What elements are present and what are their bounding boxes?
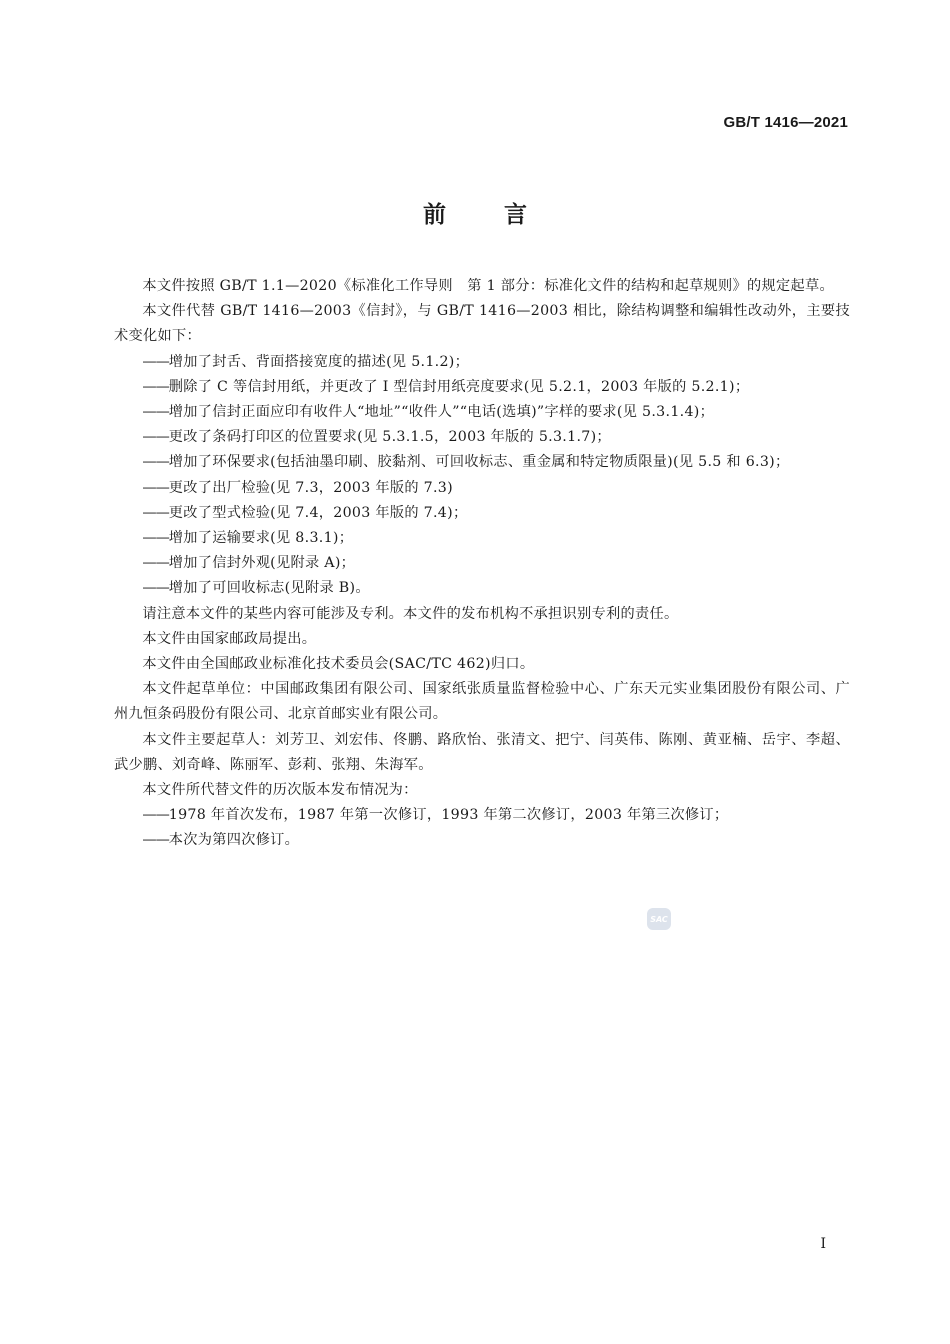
paragraph-drafting-rule: 本文件按照 GB/T 1.1—2020《标准化工作导则 第 1 部分：标准化文件的结构和起草规则》的规定起草。 bbox=[142, 278, 834, 294]
dash-mark: —— bbox=[142, 454, 169, 471]
change-item bbox=[114, 576, 850, 601]
change-item-text: 增加了信封外观(见附录 A)； bbox=[168, 555, 356, 572]
change-item-text: 更改了出厂检验(见 7.3，2003 年版的 7.3) bbox=[168, 479, 453, 496]
page-title: 前言 bbox=[423, 202, 585, 228]
change-item-text: 增加了环保要求(包括油墨印刷、胶黏剂、可回收标志、重金属和特定物质限量)(见 5.5 和 6.3)； bbox=[168, 454, 790, 471]
change-item-text: 删除了 C 等信封用纸，并更改了 Ⅰ 型信封用纸亮度要求(见 5.2.1，2003 年版的 5.2.1)； bbox=[168, 378, 750, 395]
change-item-text: 更改了条码打印区的位置要求(见 5.3.1.5，2003 年版的 5.3.1.7)； bbox=[168, 429, 611, 446]
change-item bbox=[114, 425, 850, 450]
dash-mark: —— bbox=[142, 580, 169, 597]
change-item bbox=[114, 400, 850, 425]
dash-mark: —— bbox=[142, 530, 169, 547]
page-number: I bbox=[820, 1236, 826, 1252]
change-item-text: 增加了信封正面应印有收件人“地址”“收件人”“电话(选填)”字样的要求(见 5.3.1.4)； bbox=[168, 404, 715, 421]
paragraph-drafting-units: 本文件起草单位：中国邮政集团有限公司、国家纸张质量监督检验中心、广东天元实业集团股份有限公司、广州九恒条码股份有限公司、北京首邮实业有限公司。 bbox=[114, 681, 850, 723]
change-item bbox=[114, 551, 850, 576]
dash-mark: —— bbox=[142, 353, 169, 370]
change-item-text: 增加了封舌、背面搭接宽度的描述(见 5.1.2)； bbox=[168, 353, 470, 370]
change-item-text: 增加了运输要求(见 8.3.1)； bbox=[168, 530, 354, 547]
dash-mark: —— bbox=[142, 555, 169, 572]
change-item bbox=[114, 476, 850, 501]
standard-code: GB/T 1416—2021 bbox=[723, 114, 848, 131]
paragraph-replacement: 本文件代替 GB/T 1416—2003《信封》，与 GB/T 1416—2003 相比，除结构调整和编辑性改动外，主要技术变化如下： bbox=[114, 303, 850, 345]
history-item bbox=[114, 828, 850, 853]
paragraph-drafters: 本文件主要起草人：刘芳卫、刘宏伟、佟鹏、路欣怡、张清文、把宁、闫英伟、陈刚、黄亚楠、岳宇、李超、武少鹏、刘奇峰、陈丽军、彭莉、张翔、朱海军。 bbox=[114, 731, 850, 773]
document-body bbox=[114, 274, 850, 854]
dash-mark: —— bbox=[142, 378, 169, 395]
history-item-text: 1978 年首次发布，1987 年第一次修订，1993 年第二次修订，2003 年第三次修订； bbox=[168, 807, 729, 824]
change-item-text: 更改了型式检验(见 7.4，2003 年版的 7.4)； bbox=[168, 504, 468, 521]
dash-mark: —— bbox=[142, 807, 169, 824]
history-item-text: 本次为第四次修订。 bbox=[168, 832, 300, 849]
change-item bbox=[114, 375, 850, 400]
history-item bbox=[114, 803, 850, 828]
paragraph-patent-notice: 请注意本文件的某些内容可能涉及专利。本文件的发布机构不承担识别专利的责任。 bbox=[142, 605, 679, 622]
dash-mark: —— bbox=[142, 504, 169, 521]
paragraph-committee: 本文件由全国邮政业标准化技术委员会(SAC/TC 462)归口。 bbox=[142, 656, 535, 673]
dash-mark: —— bbox=[142, 832, 169, 849]
sac-watermark-logo: SAC bbox=[647, 908, 671, 930]
change-item bbox=[114, 450, 850, 475]
dash-mark: —— bbox=[142, 429, 169, 446]
paragraph-proposer: 本文件由国家邮政局提出。 bbox=[142, 630, 317, 647]
paragraph-history-intro: 本文件所代替文件的历次版本发布情况为： bbox=[142, 782, 418, 799]
change-item bbox=[114, 350, 850, 375]
change-item bbox=[114, 501, 850, 526]
change-item bbox=[114, 526, 850, 551]
dash-mark: —— bbox=[142, 404, 169, 421]
dash-mark: —— bbox=[142, 479, 169, 496]
change-item-text: 增加了可回收标志(见附录 B)。 bbox=[168, 580, 370, 597]
